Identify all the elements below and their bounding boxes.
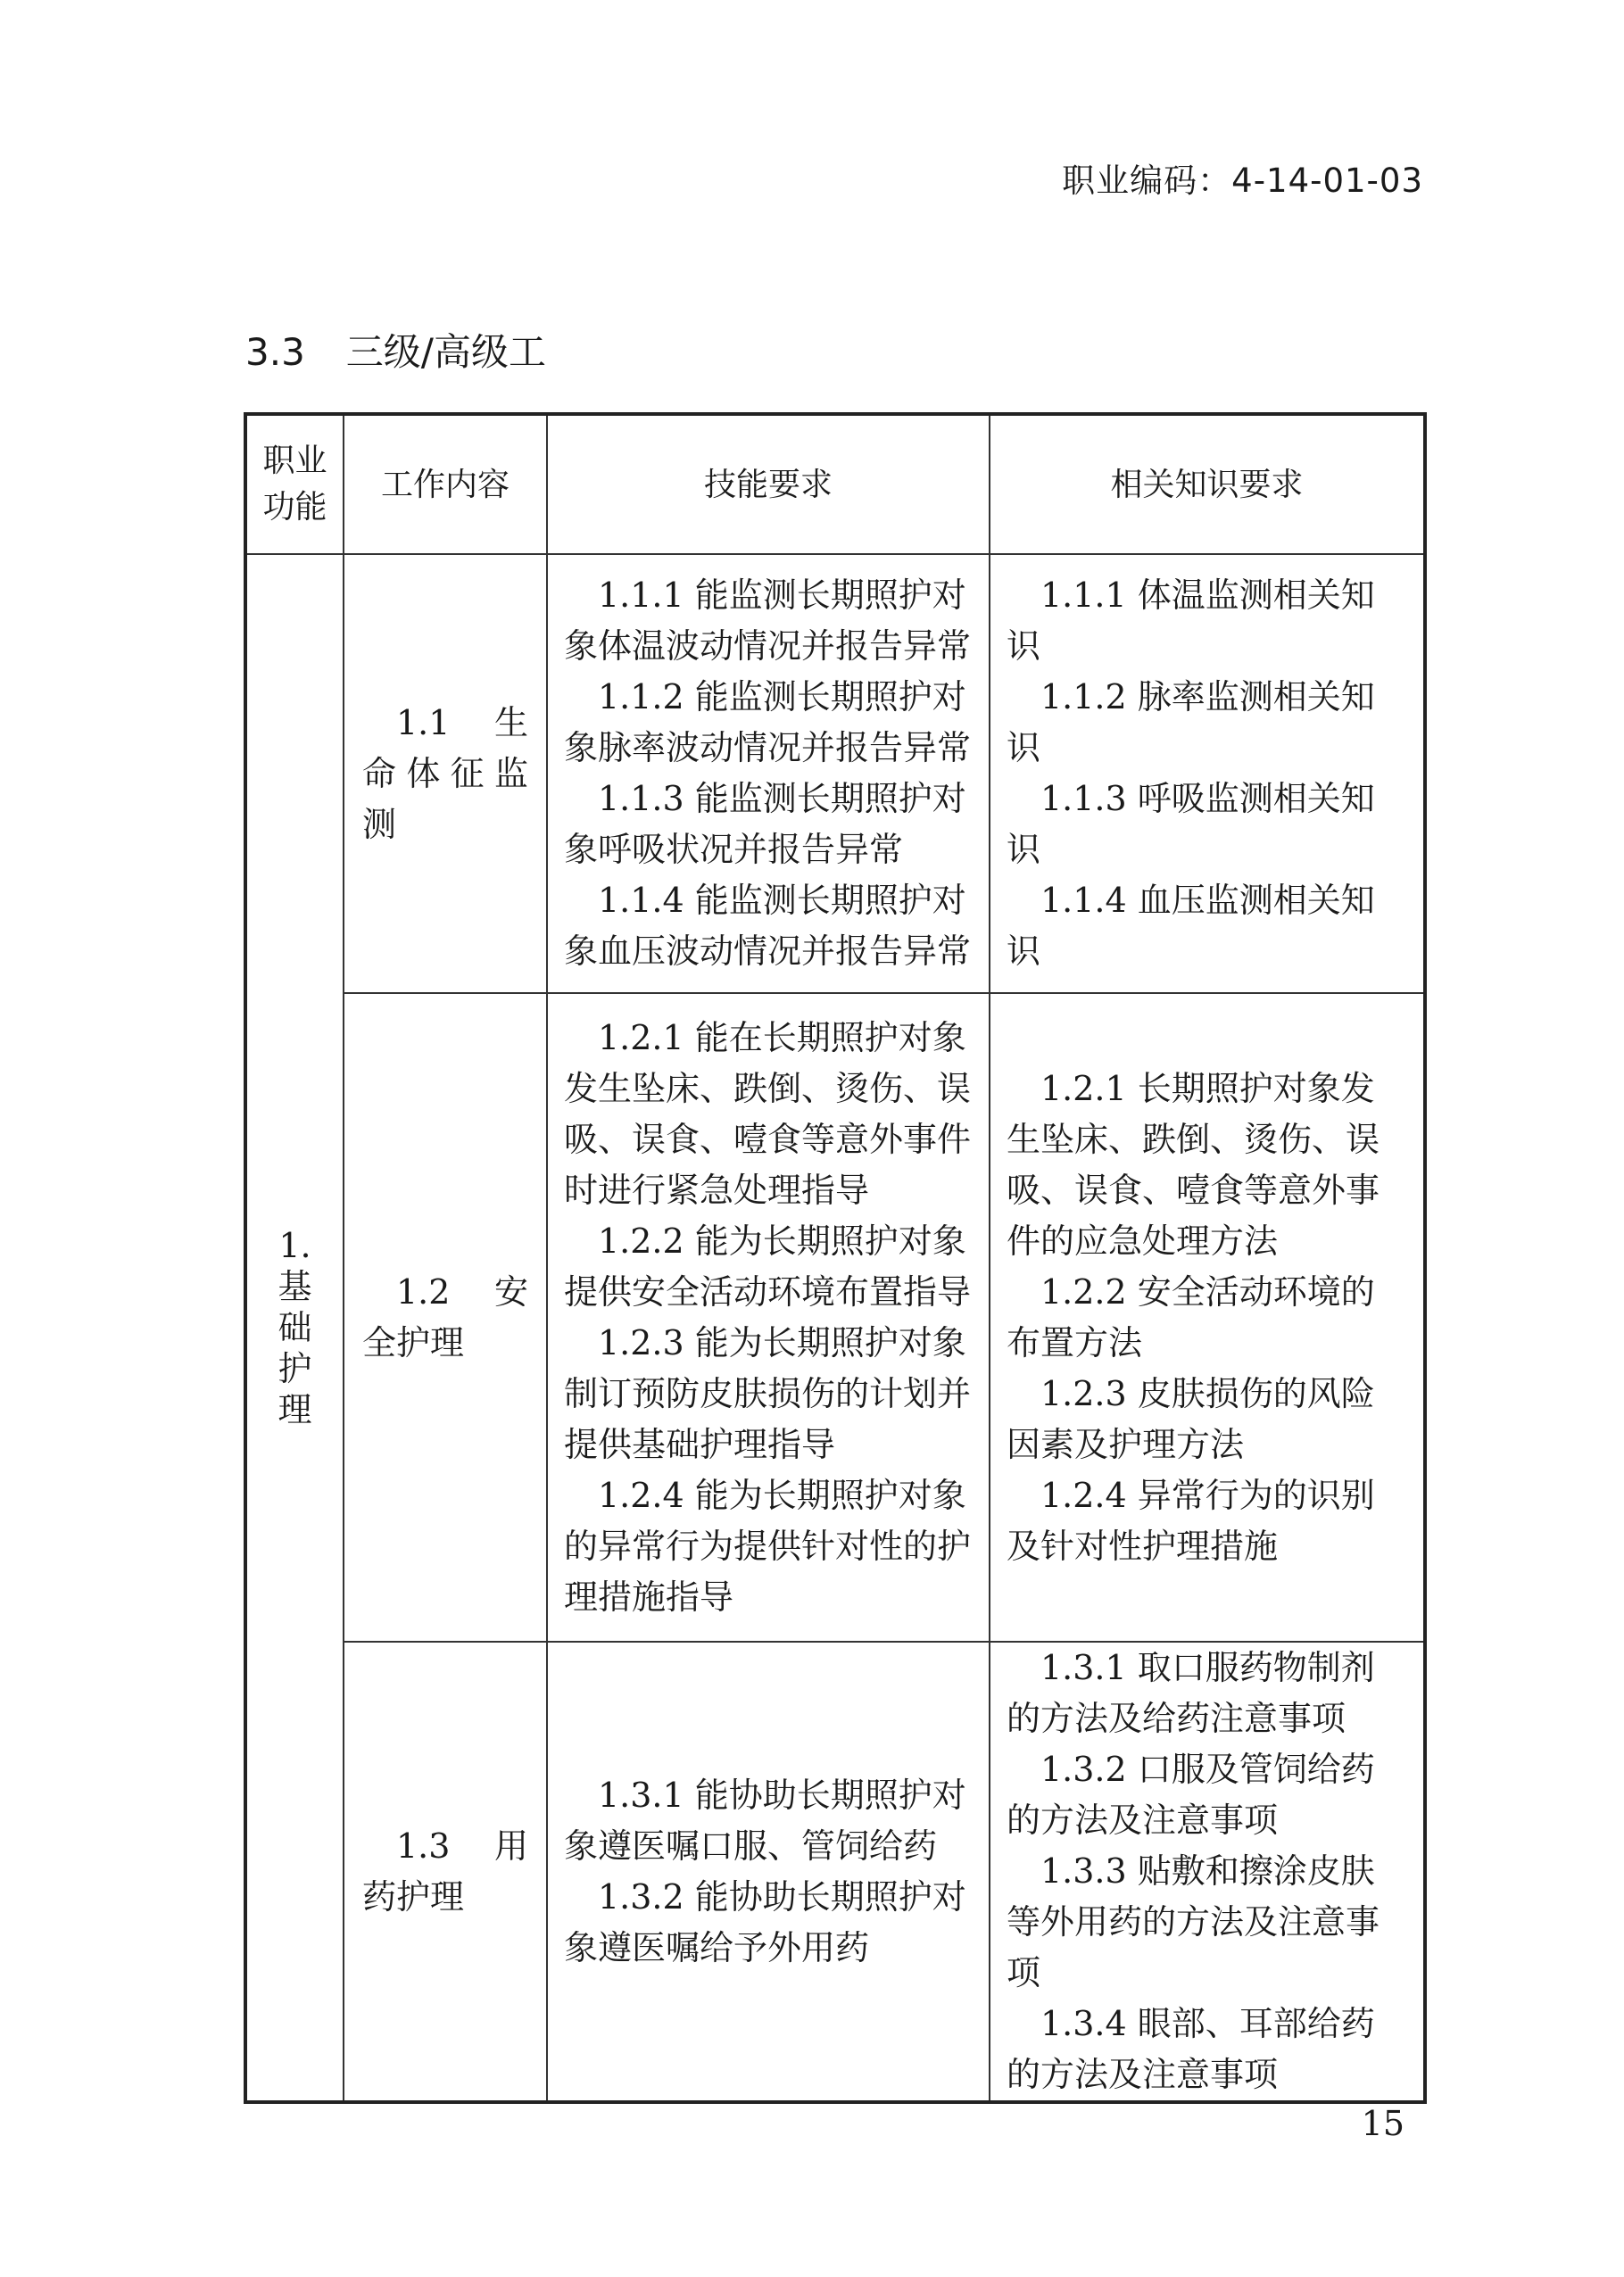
work-content: 1.1 生命体征监测: [362, 702, 528, 844]
knowledge-item: 1.3.4 眼部、耳部给药的方法及注意事项: [1007, 2004, 1375, 2094]
knowledge-cell: [990, 554, 1425, 993]
skill-item: 1.2.1 能在长期照护对象发生坠床、跌倒、烫伤、误吸、误食、噎食等意外事件时进行紧急处理指导: [564, 1017, 972, 1210]
function-name-cell: [245, 554, 344, 2102]
knowledge-item: 1.2.1 长期照护对象发生坠床、跌倒、烫伤、误吸、误食、噎食等意外事件的应急处理方法: [1007, 1068, 1380, 1261]
function-name: 1. 基础护理: [278, 1226, 312, 1429]
section-title: [245, 323, 546, 377]
skills-cell: [547, 993, 990, 1642]
knowledge-cell: [990, 1642, 1425, 2102]
skill-item: 1.3.1 能协助长期照护对象遵医嘱口服、管饲给药: [564, 1775, 966, 1866]
work-content: 1.3 用药护理: [362, 1826, 528, 1917]
skill-item: 1.2.4 能为长期照护对象的异常行为提供针对性的护理措施指导: [564, 1475, 972, 1617]
knowledge-item: 1.2.3 皮肤损伤的风险因素及护理方法: [1007, 1373, 1375, 1464]
table-header-row: [245, 414, 1425, 554]
page-number: 15: [1361, 2104, 1404, 2143]
header-function: [245, 414, 344, 554]
knowledge-item: 1.1.2 脉率监测相关知识: [1007, 677, 1375, 767]
knowledge-item: 1.1.3 呼吸监测相关知识: [1007, 779, 1375, 869]
skills-cell: [547, 554, 990, 993]
skill-item: 1.3.2 能协助长期照护对象遵医嘱给予外用药: [564, 1876, 966, 1967]
table-row: [245, 554, 1425, 993]
skills-table: [244, 412, 1427, 2104]
skill-item: 1.1.1 能监测长期照护对象体温波动情况并报告异常: [564, 575, 972, 666]
knowledge-cell: [990, 993, 1425, 1642]
work-content-cell: [344, 993, 547, 1642]
header-knowledge: 相关知识要求: [990, 414, 1425, 554]
skill-item: 1.1.4 能监测长期照护对象血压波动情况并报告异常: [564, 881, 972, 971]
table-row: [245, 993, 1425, 1642]
table-row: [245, 1642, 1425, 2102]
knowledge-item: 1.2.2 安全活动环境的布置方法: [1007, 1271, 1375, 1362]
skill-item: 1.2.2 能为长期照护对象提供安全活动环境布置指导: [564, 1221, 972, 1312]
skill-item: 1.1.3 能监测长期照护对象呼吸状况并报告异常: [564, 779, 966, 869]
section-number: 3.3: [245, 330, 305, 374]
skills-cell: [547, 1642, 990, 2102]
occupation-code: 职业编码：4-14-01-03: [1062, 161, 1423, 200]
work-content: 1.2 安全护理: [362, 1271, 528, 1362]
knowledge-item: 1.3.1 取口服药物制剂的方法及给药注意事项: [1007, 1648, 1375, 1738]
knowledge-item: 1.3.3 贴敷和擦涂皮肤等外用药的方法及注意事项: [1007, 1851, 1380, 1992]
header-skills: 技能要求: [547, 414, 990, 554]
knowledge-item: 1.2.4 异常行为的识别及针对性护理措施: [1007, 1475, 1375, 1566]
skill-item: 1.2.3 能为长期照护对象制订预防皮肤损伤的计划并提供基础护理指导: [564, 1322, 972, 1464]
work-content-cell: [344, 554, 547, 993]
skill-item: 1.1.2 能监测长期照护对象脉率波动情况并报告异常: [564, 677, 972, 767]
header-work-content: 工作内容: [344, 414, 547, 554]
header-function-text: 职业 功能: [262, 443, 327, 526]
section-heading: 三级/高级工: [345, 330, 546, 374]
knowledge-item: 1.3.2 口服及管饲给药的方法及注意事项: [1007, 1750, 1375, 1840]
work-content-cell: [344, 1642, 547, 2102]
knowledge-item: 1.1.4 血压监测相关知识: [1007, 881, 1375, 971]
knowledge-item: 1.1.1 体温监测相关知识: [1007, 575, 1375, 666]
